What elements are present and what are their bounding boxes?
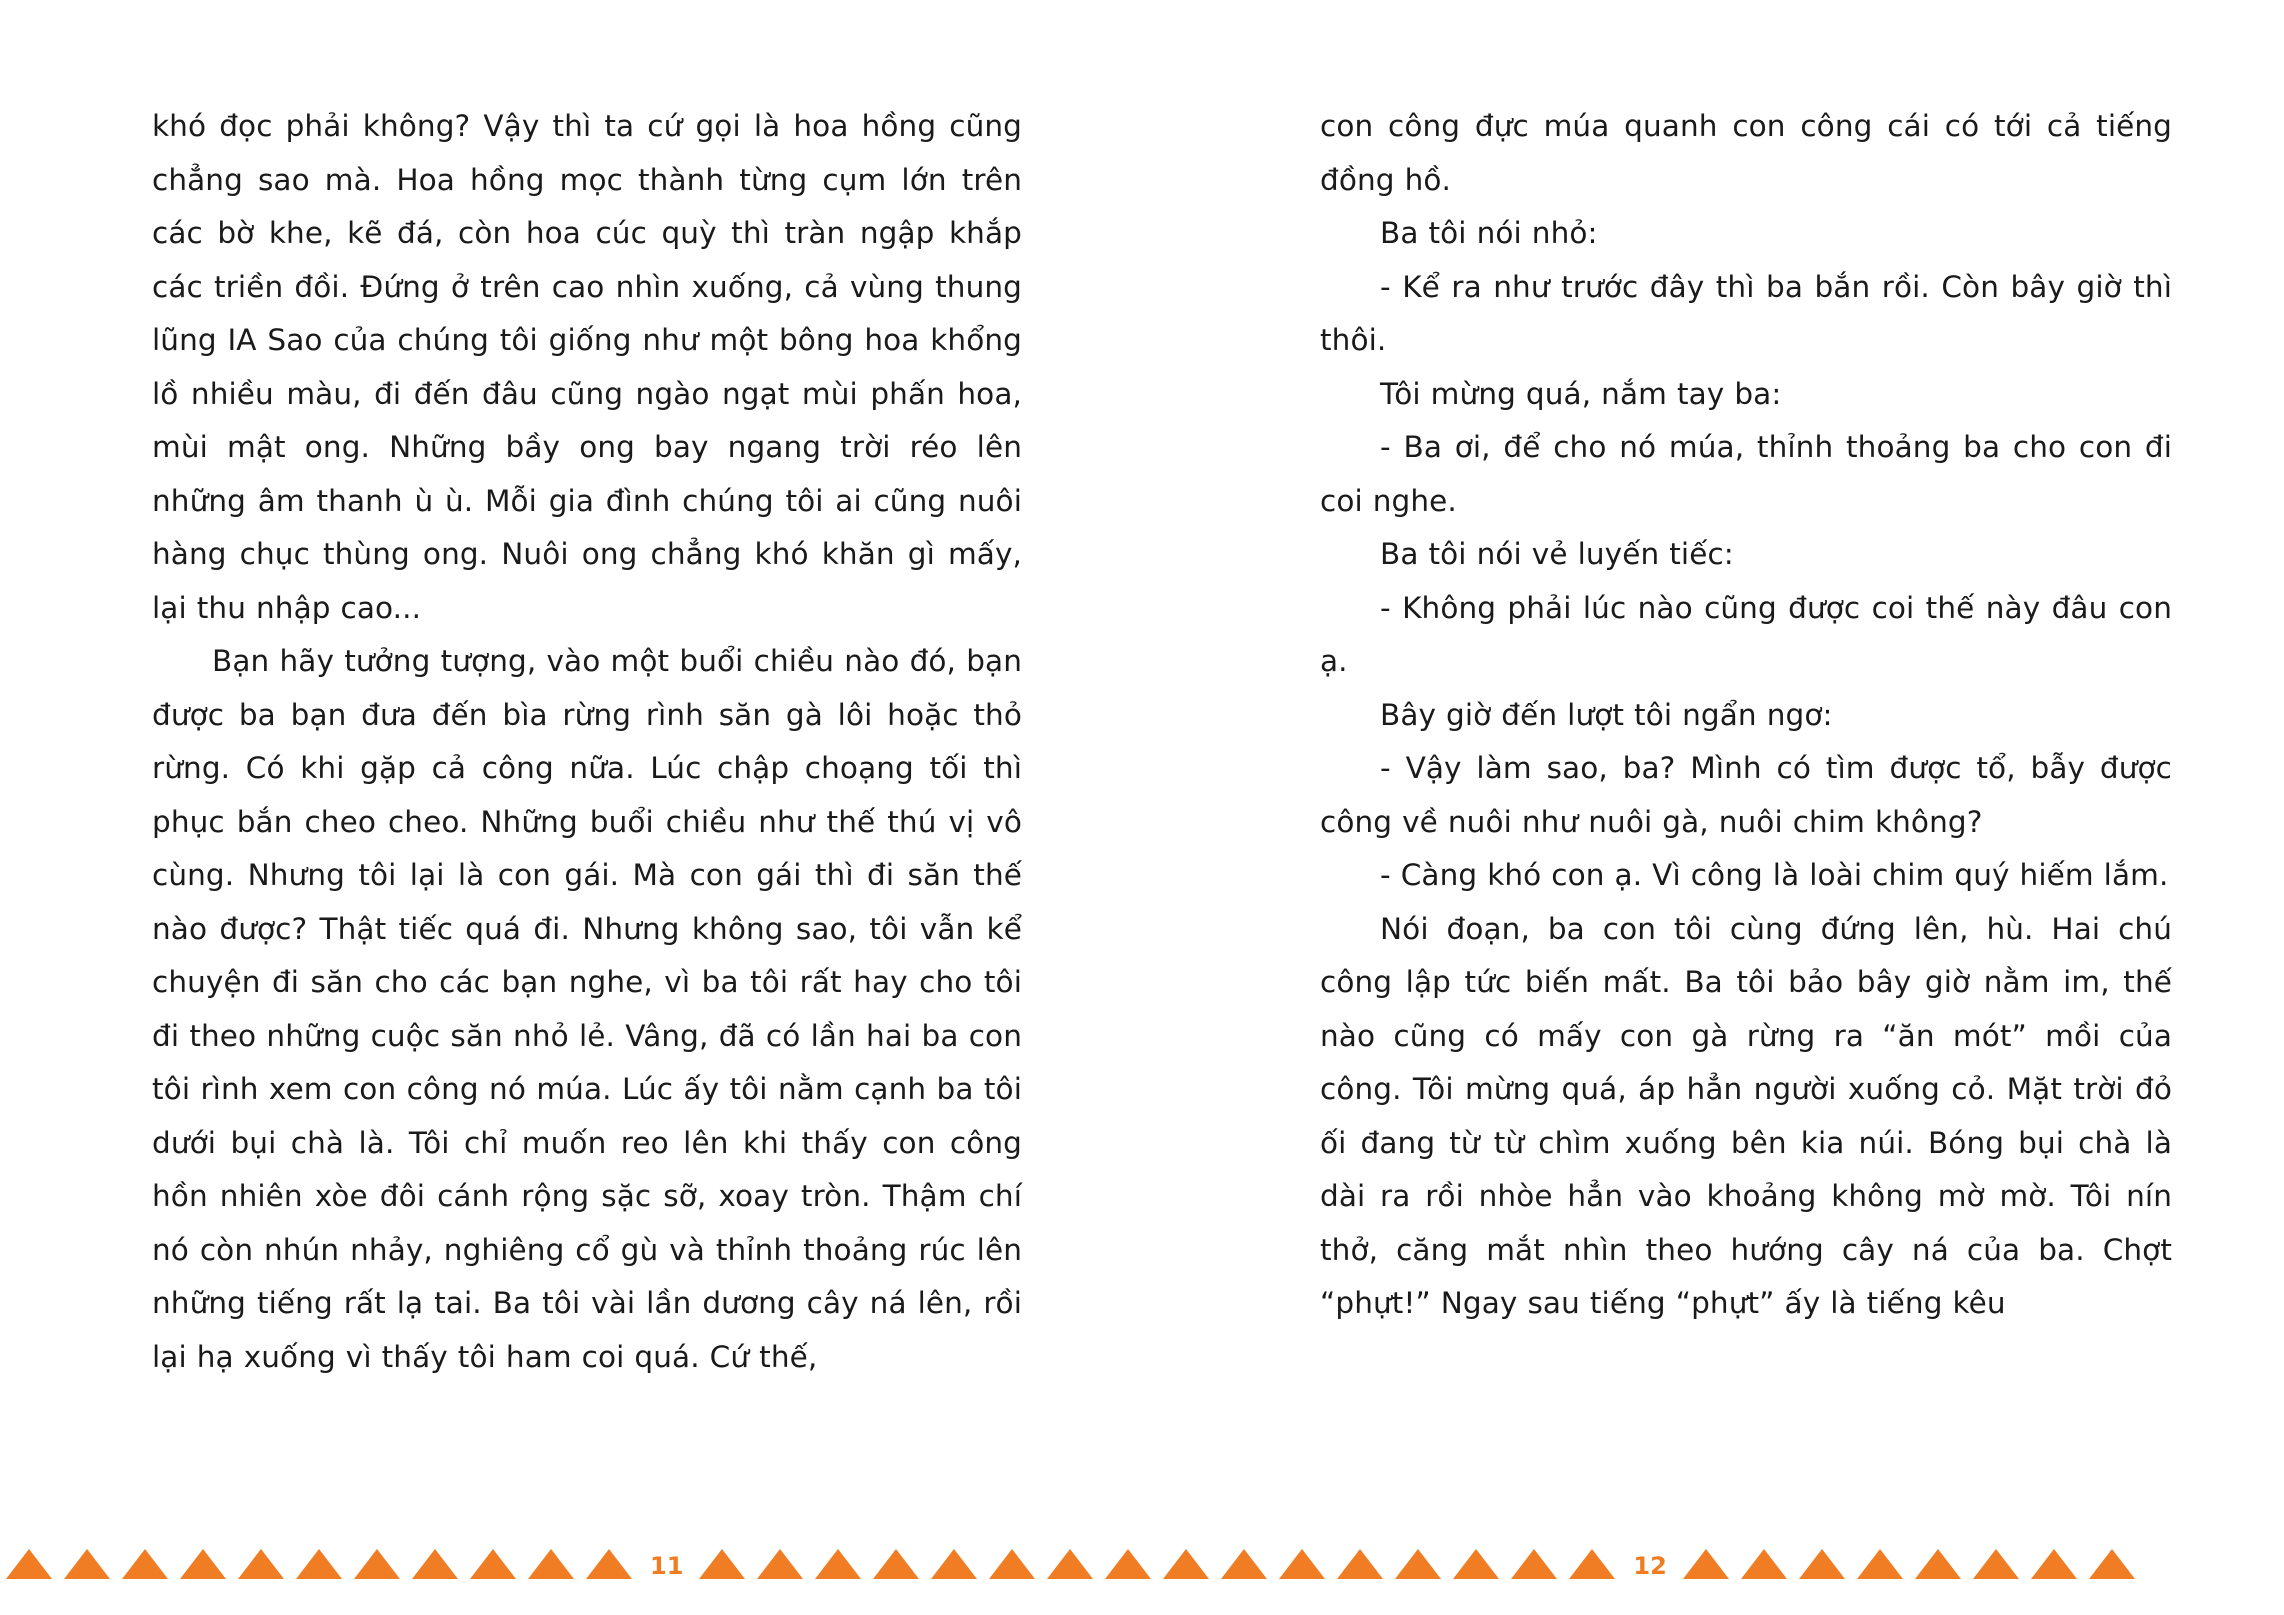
triangle-icon xyxy=(1395,1549,1441,1579)
triangle-icon xyxy=(238,1549,284,1579)
triangle-icon xyxy=(931,1549,977,1579)
right-page-body xyxy=(1320,100,2172,1331)
paragraph: con công đực múa quanh con công cái có tới cả tiếng đồng hồ. xyxy=(1320,109,2172,197)
triangle-icon xyxy=(528,1549,574,1579)
triangle-icon xyxy=(1857,1549,1903,1579)
paragraph: Bạn hãy tưởng tượng, vào một buổi chiều nào đó, bạn được ba bạn đưa đến bìa rừng rình săn gà lôi hoặc thỏ rừng. Có khi gặp cả công nữa. Lúc chập choạng tối thì phục bắn cheo cheo. Những buổi chiều như thế thú vị vô cùng. Nhưng tôi lại là con gái. Mà con gái thì đi săn thế nào được? Thật tiếc quá đi. Nhưng không sao, tôi vẫn kể chuyện đi săn cho các bạn nghe, vì ba tôi rất hay cho tôi đi theo những cuộc săn nhỏ lẻ. Vâng, đã có lần hai ba con tôi rình xem con công nó múa. Lúc ấy tôi nằm cạnh ba tôi dưới bụi chà là. Tôi chỉ muốn reo lên khi thấy con công hồn nhiên xòe đôi cánh rộng sặc sỡ, xoay tròn. Thậm chí nó còn nhún nhảy, nghiêng cổ gù và thỉnh thoảng rúc lên những tiếng rất lạ tai. Ba tôi vài lần dương cây ná lên, rồi lại hạ xuống vì thấy tôi ham coi quá. Cứ thế, xyxy=(152,644,1022,1374)
triangle-icon xyxy=(699,1549,745,1579)
triangle-icon xyxy=(2031,1549,2077,1579)
triangle-icon xyxy=(1683,1549,1729,1579)
triangle-icon xyxy=(470,1549,516,1579)
page-footer xyxy=(0,1520,2284,1615)
decorative-triangle-border xyxy=(0,1545,2284,1579)
triangle-icon xyxy=(586,1549,632,1579)
triangle-icon xyxy=(1799,1549,1845,1579)
triangle-icon xyxy=(1511,1549,1557,1579)
paragraph: - Vậy làm sao, ba? Mình có tìm được tổ, bẫy được công về nuôi như nuôi gà, nuôi chim không? xyxy=(1320,751,2172,839)
paragraph: Ba tôi nói nhỏ: xyxy=(1380,216,1598,250)
triangle-icon xyxy=(354,1549,400,1579)
page-number-right: 12 xyxy=(1633,1552,1667,1580)
left-page-body xyxy=(152,100,1022,1384)
triangle-icon xyxy=(122,1549,168,1579)
triangle-icon xyxy=(1163,1549,1209,1579)
page-number-left: 11 xyxy=(650,1552,684,1580)
paragraph: khó đọc phải không? Vậy thì ta cứ gọi là hoa hồng cũng chẳng sao mà. Hoa hồng mọc thành từng cụm lớn trên các bờ khe, kẽ đá, còn hoa cúc quỳ thì tràn ngập khắp các triền đồi. Đứng ở trên cao nhìn xuống, cả vùng thung lũng IA Sao của chúng tôi giống như một bông hoa khổng lồ nhiều màu, đi đến đâu cũng ngào ngạt mùi phấn hoa, mùi mật ong. Những bầy ong bay ngang trời réo lên những âm thanh ù ù. Mỗi gia đình chúng tôi ai cũng nuôi hàng chục thùng ong. Nuôi ong chẳng khó khăn gì mấy, lại thu nhập cao... xyxy=(152,109,1022,625)
triangle-icon xyxy=(1221,1549,1267,1579)
triangle-icon xyxy=(1279,1549,1325,1579)
triangle-icon xyxy=(1741,1549,1787,1579)
paragraph: Ba tôi nói vẻ luyến tiếc: xyxy=(1380,537,1734,571)
triangle-icon xyxy=(1915,1549,1961,1579)
triangle-icon xyxy=(1105,1549,1151,1579)
triangle-icon xyxy=(1973,1549,2019,1579)
page-right xyxy=(1142,100,2284,1520)
triangle-icon xyxy=(296,1549,342,1579)
paragraph: - Không phải lúc nào cũng được coi thế này đâu con ạ. xyxy=(1320,590,2172,678)
triangle-icon xyxy=(757,1549,803,1579)
paragraph: - Kể ra như trước đây thì ba bắn rồi. Còn bây giờ thì thôi. xyxy=(1320,269,2172,357)
paragraph: Bây giờ đến lượt tôi ngẩn ngơ: xyxy=(1380,697,1833,732)
triangle-icon xyxy=(815,1549,861,1579)
triangle-icon xyxy=(1337,1549,1383,1579)
triangle-icon xyxy=(1047,1549,1093,1579)
paragraph: Tôi mừng quá, nắm tay ba: xyxy=(1380,376,1782,411)
triangle-icon xyxy=(1453,1549,1499,1579)
triangle-icon xyxy=(989,1549,1035,1579)
triangle-icon xyxy=(6,1549,52,1579)
triangle-icon xyxy=(873,1549,919,1579)
page-left xyxy=(0,100,1142,1520)
paragraph: - Ba ơi, để cho nó múa, thỉnh thoảng ba cho con đi coi nghe. xyxy=(1320,430,2172,518)
triangle-icon xyxy=(412,1549,458,1579)
triangle-icon xyxy=(64,1549,110,1579)
triangle-icon xyxy=(180,1549,226,1579)
paragraph: - Càng khó con ạ. Vì công là loài chim quý hiếm lắm. xyxy=(1380,858,2169,892)
triangle-icon xyxy=(1569,1549,1615,1579)
triangle-icon xyxy=(2089,1549,2135,1579)
paragraph: Nói đoạn, ba con tôi cùng đứng lên, hù. Hai chú công lập tức biến mất. Ba tôi bảo bây giờ nằm im, thế nào cũng có mấy con gà rừng ra “ăn mót” mồi của công. Tôi mừng quá, áp hẳn người xuống cỏ. Mặt trời đỏ ối đang từ từ chìm xuống bên kia núi. Bóng bụi chà là dài ra rồi nhòe hẳn vào khoảng không mờ mờ. Tôi nín thở, căng mắt nhìn theo hướng cây ná của ba. Chợt “phựt!” Ngay sau tiếng “phựt” ấy là tiếng kêu xyxy=(1320,911,2172,1320)
